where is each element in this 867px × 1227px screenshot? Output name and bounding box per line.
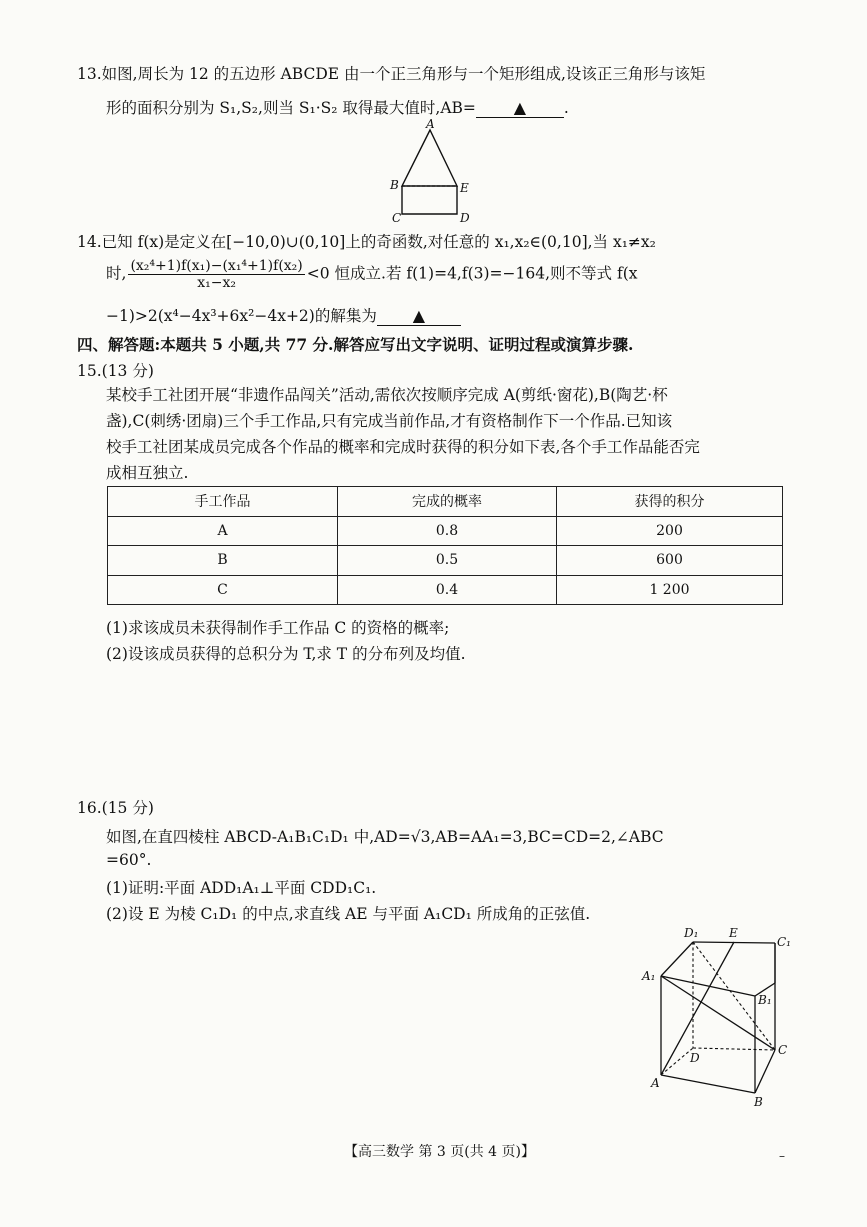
q13-answer-blank (476, 99, 564, 118)
hidden-edge-a-d (661, 1048, 693, 1075)
label-a: A (651, 1076, 660, 1090)
q13-text-line2: 形的面积分别为 S₁,S₂,则当 S₁·S₂ 取得最大值时,AB= (106, 99, 476, 117)
q15-subquestion-1: (1)求该成员未获得制作手工作品 C 的资格的概率; (106, 619, 450, 637)
table-row (108, 546, 783, 576)
q15-para-line1: 某校手工社团开展“非遗作品闯关”活动,需依次按顺序完成 A(剪纸·窗花),B(陶艺·杯 (106, 386, 668, 404)
edge-d1-a1 (661, 942, 693, 976)
table-header-cell: 手工作品 (108, 487, 338, 517)
q13-text-line1: 如图,周长为 12 的五边形 ABCDE 由一个正三角形与一个矩形组成,设该正三角形与该矩 (101, 65, 706, 83)
q13-label-d: D (460, 211, 470, 225)
segment-a1-c (661, 976, 775, 1050)
q13-line2 (106, 96, 569, 118)
q14-text-line2-post: <0 恒成立.若 f(1)=4,f(3)=−164,则不等式 f(x (306, 264, 638, 283)
table-cell: C (108, 575, 338, 605)
q13-line1 (77, 62, 705, 84)
q16-header: 16.(15 分) (77, 799, 154, 817)
q16-prism-figure (640, 920, 800, 1110)
edge-a-b (661, 1075, 755, 1093)
table-header-cell: 完成的概率 (338, 487, 557, 517)
hidden-edge-d-c (693, 1048, 775, 1050)
q15-para-line4: 成相互独立. (106, 464, 189, 482)
q15-para-line2: 盏),C(刺绣·团扇)三个手工作品,只有完成当前作品,才有资格制作下一个作品.已知该 (106, 412, 673, 430)
q14-number: 14. (77, 233, 102, 251)
label-c1: C₁ (777, 935, 791, 949)
q14-line3 (106, 304, 461, 326)
q16-line1: 如图,在直四棱柱 ABCD-A₁B₁C₁D₁ 中,AD=√3,AB=AA₁=3,BC=CD=2,∠ABC (106, 828, 664, 846)
q14-text-line1: 已知 f(x)是定义在[−10,0)∪(0,10]上的奇函数,对任意的 x₁,x₂∈(0,10],当 x₁≠x₂ (101, 233, 656, 251)
q15-score-table (107, 486, 783, 605)
q13-rectangle-shape (402, 186, 457, 214)
corner-mark: – (779, 1149, 785, 1163)
q16-subquestion-1: (1)证明:平面 ADD₁A₁⊥平面 CDD₁C₁. (106, 879, 377, 897)
table-cell: A (108, 516, 338, 546)
q13-pentagon-figure (385, 118, 475, 228)
q15-header: 15.(13 分) (77, 362, 154, 380)
label-d: D (690, 1051, 700, 1065)
table-cell: 0.8 (338, 516, 557, 546)
q14-text-line3: −1)>2(x⁴−4x³+6x²−4x+2)的解集为 (106, 307, 377, 325)
q14-answer-blank (377, 307, 461, 326)
table-cell: 0.4 (338, 575, 557, 605)
q13-triangle-shape (402, 130, 457, 186)
q13-label-a: A (426, 118, 435, 131)
edge-b-c (755, 1050, 775, 1093)
q13-end: . (563, 99, 569, 117)
q13-label-e: E (460, 181, 469, 195)
table-header-row (108, 487, 783, 517)
q14-fraction (128, 258, 304, 291)
q16-line2: =60°. (106, 851, 152, 869)
table-cell: 200 (557, 516, 783, 546)
table-row (108, 516, 783, 546)
q13-label-c: C (392, 211, 402, 225)
q14-fraction-numerator: (x₂⁴+1)f(x₁)−(x₁⁴+1)f(x₂) (130, 258, 303, 274)
triangle-mark-icon: ▲ (412, 306, 425, 325)
label-b: B (754, 1095, 763, 1109)
triangle-mark-icon: ▲ (513, 98, 527, 117)
table-header-cell: 获得的积分 (557, 487, 783, 517)
label-a1: A₁ (642, 969, 656, 983)
q14-line2 (106, 258, 638, 291)
label-c: C (778, 1043, 788, 1057)
table-cell: 600 (557, 546, 783, 576)
edge-a1-b1 (661, 976, 755, 996)
section-4-heading: 四、解答题:本题共 5 小题,共 77 分.解答应写出文字说明、证明过程或演算步骤. (77, 335, 634, 354)
q15-subquestion-2: (2)设该成员获得的总积分为 T,求 T 的分布列及均值. (106, 645, 466, 663)
label-d1: D₁ (684, 926, 699, 940)
q14-line1 (77, 230, 656, 252)
table-cell: B (108, 546, 338, 576)
q15-para-line3: 校手工社团某成员完成各个作品的概率和完成时获得的积分如下表,各个手工作品能否完 (106, 438, 700, 456)
table-cell: 1 200 (557, 575, 783, 605)
label-e: E (729, 926, 738, 940)
page-footer: 【高三数学 第 3 页(共 4 页)】 (344, 1144, 535, 1160)
q16-subquestion-2: (2)设 E 为棱 C₁D₁ 的中点,求直线 AE 与平面 A₁CD₁ 所成角的正弦值. (106, 905, 591, 923)
q13-label-b: B (390, 178, 399, 192)
q14-text-line2-pre: 时, (106, 264, 127, 283)
table-row (108, 575, 783, 605)
table-cell: 0.5 (338, 546, 557, 576)
q13-number: 13. (77, 65, 102, 83)
label-b1: B₁ (758, 993, 772, 1007)
q14-fraction-denominator: x₁−x₂ (197, 275, 236, 291)
